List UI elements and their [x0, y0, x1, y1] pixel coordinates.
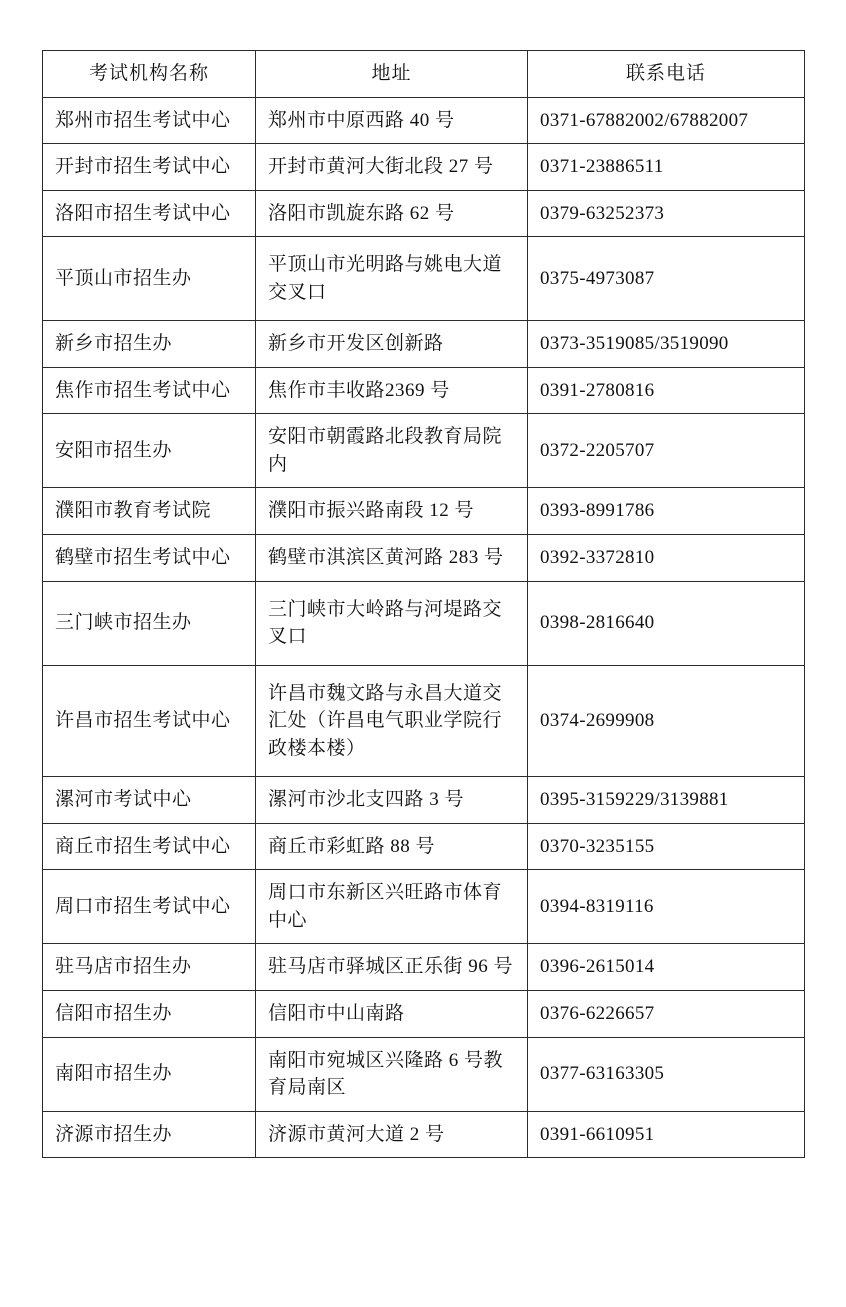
cell-address: 周口市东新区兴旺路市体育中心 — [256, 870, 528, 944]
table-row — [43, 1037, 805, 1111]
cell-organization: 平顶山市招生办 — [43, 237, 256, 321]
cell-organization: 许昌市招生考试中心 — [43, 665, 256, 777]
cell-address: 南阳市宛城区兴隆路 6 号教育局南区 — [256, 1037, 528, 1111]
table-row — [43, 823, 805, 870]
table-row — [43, 190, 805, 237]
cell-phone: 0374-2699908 — [528, 665, 805, 777]
table-row — [43, 488, 805, 535]
cell-address: 济源市黄河大道 2 号 — [256, 1111, 528, 1158]
cell-organization: 驻马店市招生办 — [43, 944, 256, 991]
cell-phone: 0396-2615014 — [528, 944, 805, 991]
cell-address: 洛阳市凯旋东路 62 号 — [256, 190, 528, 237]
cell-organization: 郑州市招生考试中心 — [43, 97, 256, 144]
cell-organization: 安阳市招生办 — [43, 414, 256, 488]
table-row — [43, 991, 805, 1038]
cell-phone: 0392-3372810 — [528, 535, 805, 582]
cell-phone: 0372-2205707 — [528, 414, 805, 488]
cell-organization: 开封市招生考试中心 — [43, 144, 256, 191]
table-row — [43, 1111, 805, 1158]
cell-phone: 0391-6610951 — [528, 1111, 805, 1158]
cell-address: 濮阳市振兴路南段 12 号 — [256, 488, 528, 535]
cell-address: 许昌市魏文路与永昌大道交汇处（许昌电气职业学院行政楼本楼） — [256, 665, 528, 777]
table-row — [43, 144, 805, 191]
cell-organization: 洛阳市招生考试中心 — [43, 190, 256, 237]
cell-address: 三门峡市大岭路与河堤路交叉口 — [256, 581, 528, 665]
table-body — [43, 97, 805, 1158]
table-row — [43, 665, 805, 777]
cell-organization: 三门峡市招生办 — [43, 581, 256, 665]
cell-address: 鹤壁市淇滨区黄河路 283 号 — [256, 535, 528, 582]
cell-phone: 0376-6226657 — [528, 991, 805, 1038]
cell-phone: 0371-67882002/67882007 — [528, 97, 805, 144]
table-row — [43, 944, 805, 991]
cell-phone: 0370-3235155 — [528, 823, 805, 870]
table-row — [43, 870, 805, 944]
cell-address: 平顶山市光明路与姚电大道交叉口 — [256, 237, 528, 321]
cell-organization: 鹤壁市招生考试中心 — [43, 535, 256, 582]
cell-organization: 信阳市招生办 — [43, 991, 256, 1038]
column-header-address: 地址 — [256, 51, 528, 98]
cell-organization: 南阳市招生办 — [43, 1037, 256, 1111]
cell-phone: 0394-8319116 — [528, 870, 805, 944]
exam-agency-contact-table — [42, 50, 805, 1158]
cell-organization: 濮阳市教育考试院 — [43, 488, 256, 535]
cell-organization: 新乡市招生办 — [43, 321, 256, 368]
cell-organization: 漯河市考试中心 — [43, 777, 256, 824]
cell-address: 新乡市开发区创新路 — [256, 321, 528, 368]
cell-address: 驻马店市驿城区正乐街 96 号 — [256, 944, 528, 991]
cell-phone: 0379-63252373 — [528, 190, 805, 237]
cell-phone: 0398-2816640 — [528, 581, 805, 665]
table-row — [43, 535, 805, 582]
table-row — [43, 97, 805, 144]
table-row — [43, 414, 805, 488]
cell-phone: 0371-23886511 — [528, 144, 805, 191]
cell-address: 安阳市朝霞路北段教育局院内 — [256, 414, 528, 488]
table-header — [43, 51, 805, 98]
cell-organization: 周口市招生考试中心 — [43, 870, 256, 944]
cell-phone: 0375-4973087 — [528, 237, 805, 321]
cell-phone: 0391-2780816 — [528, 367, 805, 414]
column-header-organization: 考试机构名称 — [43, 51, 256, 98]
table-row — [43, 237, 805, 321]
cell-phone: 0373-3519085/3519090 — [528, 321, 805, 368]
table-row — [43, 777, 805, 824]
cell-phone: 0395-3159229/3139881 — [528, 777, 805, 824]
cell-address: 信阳市中山南路 — [256, 991, 528, 1038]
column-header-phone: 联系电话 — [528, 51, 805, 98]
cell-organization: 商丘市招生考试中心 — [43, 823, 256, 870]
cell-address: 焦作市丰收路2369 号 — [256, 367, 528, 414]
cell-address: 商丘市彩虹路 88 号 — [256, 823, 528, 870]
table-header-row — [43, 51, 805, 98]
table-row — [43, 321, 805, 368]
cell-organization: 焦作市招生考试中心 — [43, 367, 256, 414]
cell-organization: 济源市招生办 — [43, 1111, 256, 1158]
cell-address: 漯河市沙北支四路 3 号 — [256, 777, 528, 824]
cell-phone: 0377-63163305 — [528, 1037, 805, 1111]
table-row — [43, 581, 805, 665]
cell-address: 开封市黄河大街北段 27 号 — [256, 144, 528, 191]
table-row — [43, 367, 805, 414]
cell-address: 郑州市中原西路 40 号 — [256, 97, 528, 144]
cell-phone: 0393-8991786 — [528, 488, 805, 535]
